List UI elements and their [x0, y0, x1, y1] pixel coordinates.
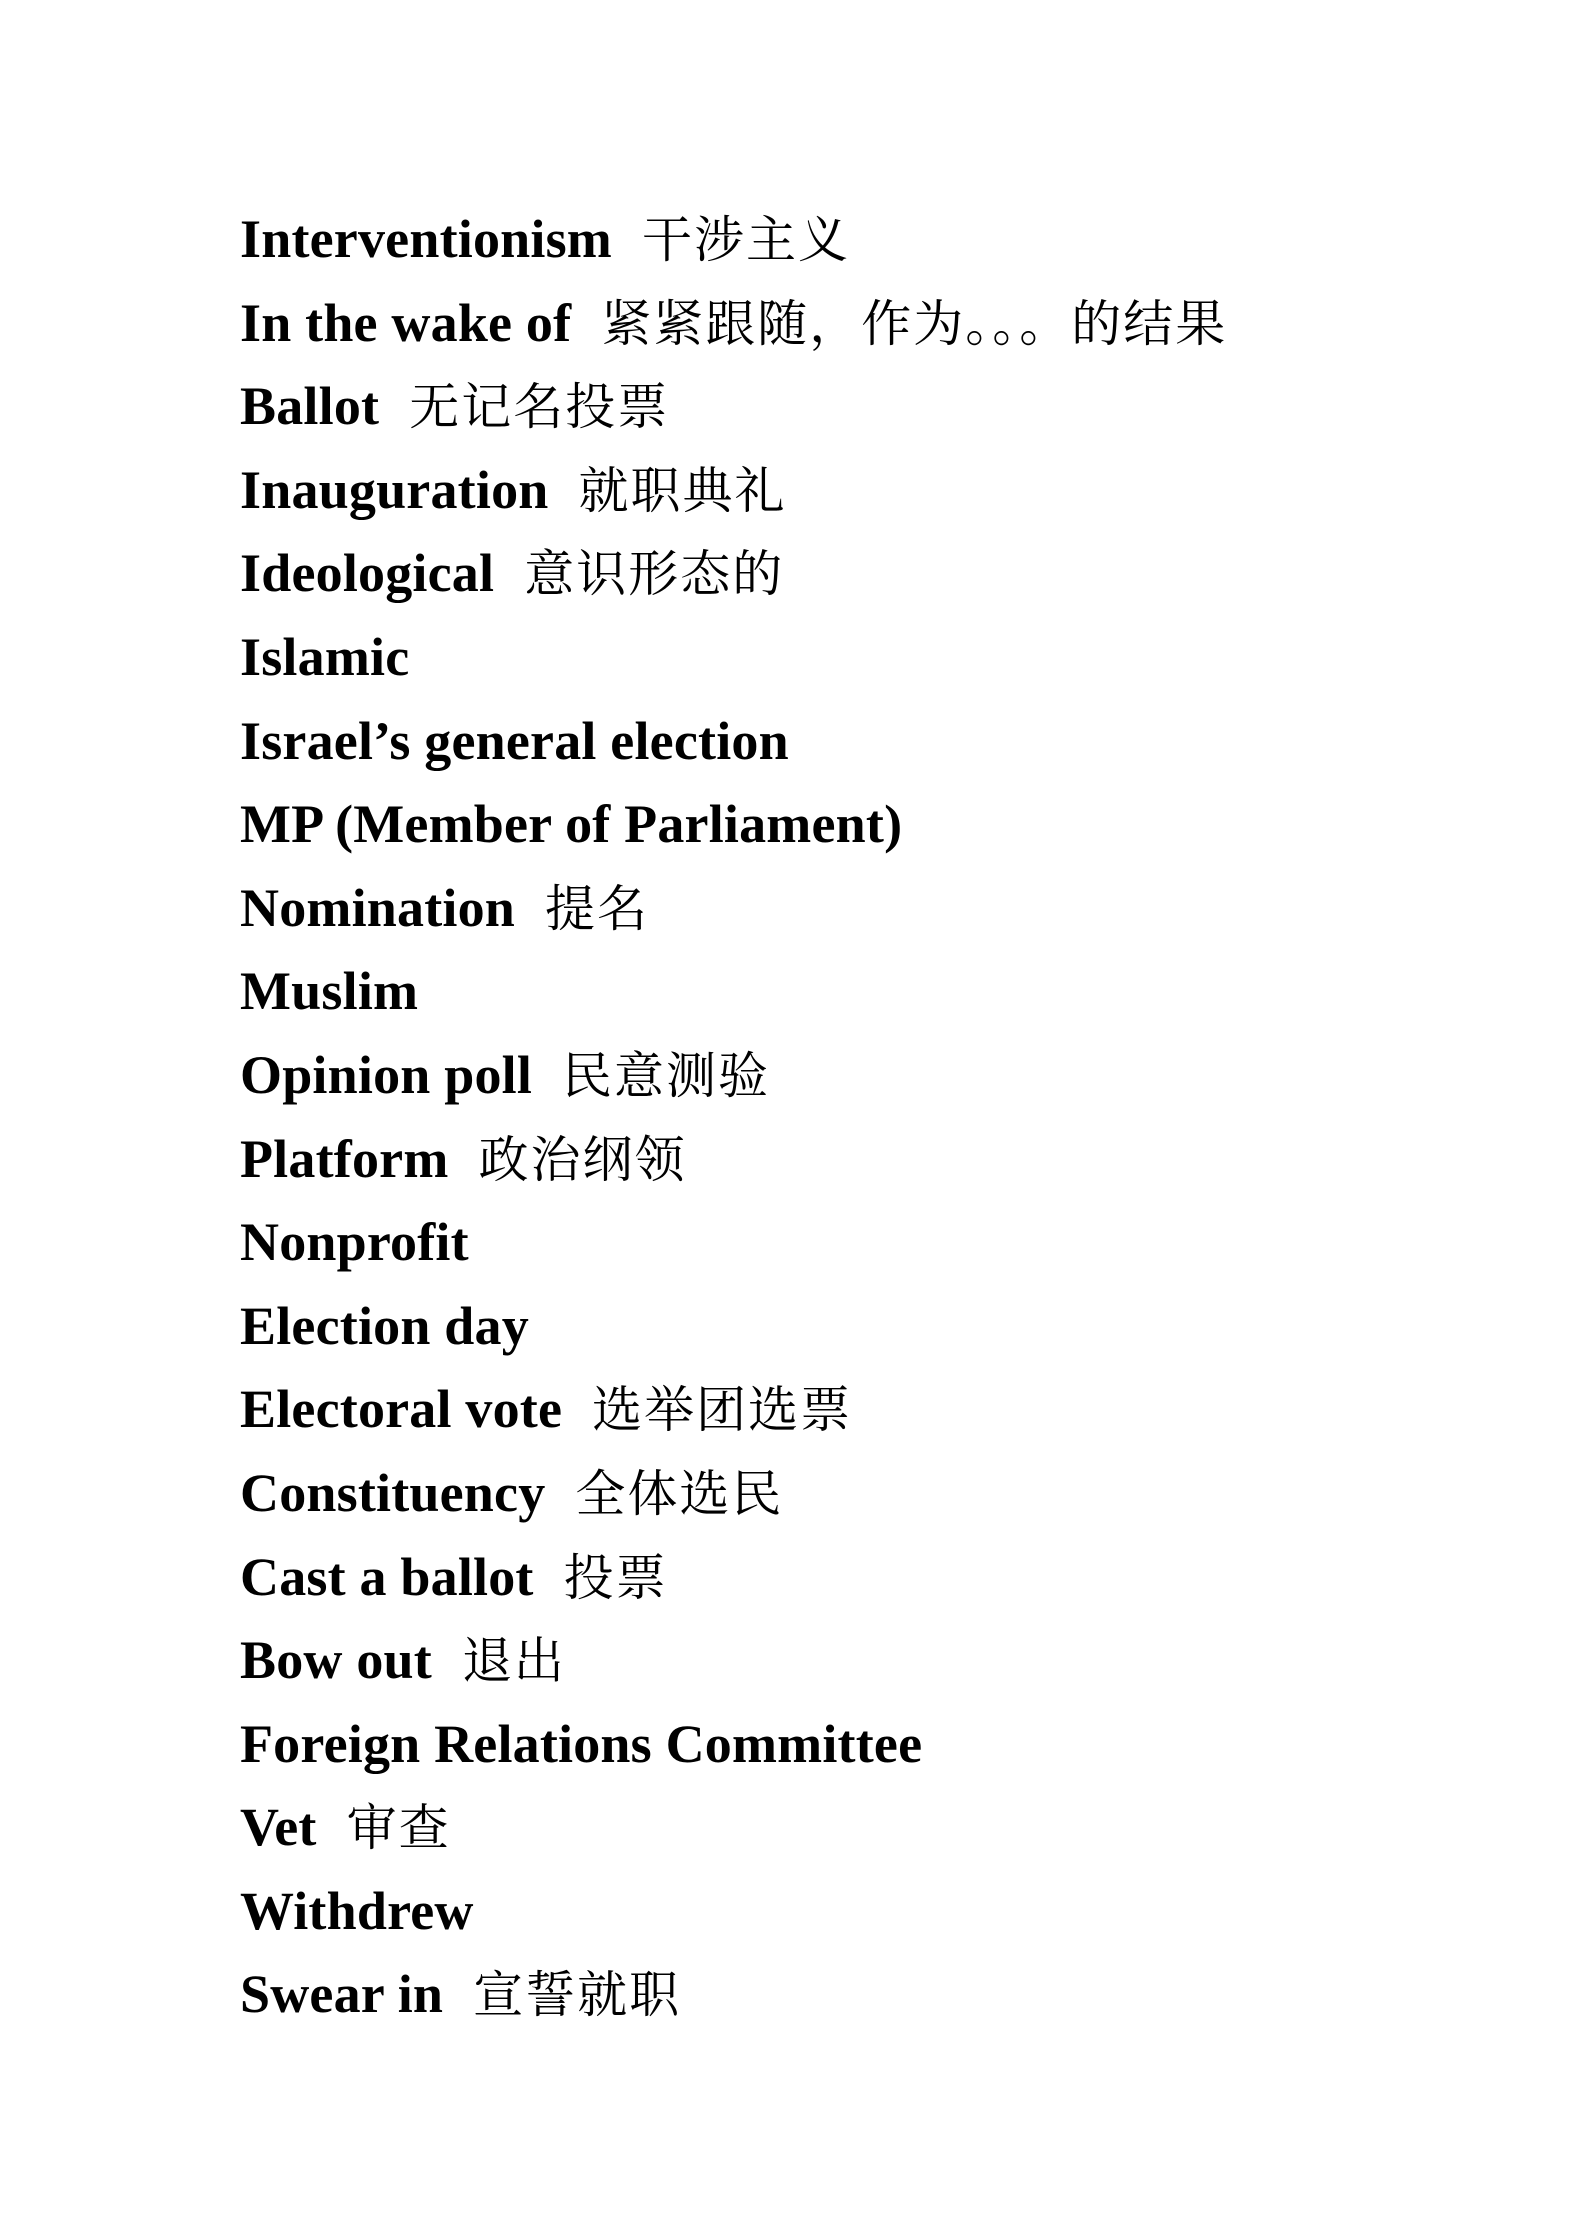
vocab-term: Interventionism [240, 209, 612, 269]
vocab-term: Opinion poll [240, 1044, 533, 1105]
vocab-entry [240, 282, 1227, 366]
vocab-term: Ideological [240, 543, 495, 604]
vocab-term: Muslim [240, 961, 419, 1022]
vocab-entry [240, 1786, 1227, 1870]
vocab-entry [240, 1452, 1227, 1536]
vocab-entry [240, 1536, 1227, 1620]
vocab-meaning: 意识形态的 [524, 545, 785, 604]
vocab-entry [240, 1201, 1227, 1285]
vocab-term: Election day [240, 1295, 529, 1356]
vocab-entry [240, 1285, 1227, 1369]
vocab-entry [240, 1034, 1227, 1118]
vocab-term: Platform [240, 1128, 449, 1189]
vocab-term: Cast a ballot [240, 1546, 534, 1607]
vocab-meaning: 提名 [545, 879, 650, 938]
vocab-entry [240, 950, 1227, 1034]
vocab-meaning: 全体选民 [575, 1464, 784, 1523]
vocab-entry [240, 198, 1227, 282]
vocab-term: Nonprofit [240, 1212, 469, 1273]
vocab-term: Inauguration [240, 459, 549, 520]
vocab-meaning: 就职典礼 [578, 461, 787, 520]
vocab-entry [240, 783, 1227, 867]
vocab-term: Foreign Relations Committee [240, 1713, 923, 1774]
vocab-meaning: 退出 [461, 1632, 566, 1691]
vocab-entry [240, 1953, 1227, 2037]
vocab-term: MP (Member of Parliament) [240, 794, 903, 855]
vocab-term: Islamic [240, 626, 410, 687]
vocab-entry [240, 532, 1227, 616]
vocab-term: Electoral vote [240, 1379, 563, 1440]
vocab-meaning: 宣誓就职 [473, 1966, 682, 2025]
vocab-meaning: 无记名投票 [409, 378, 670, 437]
vocab-entry [240, 867, 1227, 951]
vocab-term: Israel’s general election [240, 710, 789, 771]
vocab-meaning: 投票 [563, 1548, 668, 1607]
vocabulary-list [240, 198, 1227, 2037]
vocab-term: Bow out [240, 1630, 432, 1691]
vocab-meaning: 选举团选票 [592, 1381, 853, 1440]
vocab-entry [240, 616, 1227, 700]
vocab-entry [240, 449, 1227, 533]
vocab-term: Nomination [240, 877, 516, 938]
vocab-entry [240, 1368, 1227, 1452]
vocab-term: Swear in [240, 1964, 444, 2025]
vocab-entry [240, 1870, 1227, 1954]
vocab-entry [240, 365, 1227, 449]
vocab-meaning: 干涉主义 [641, 211, 850, 269]
vocab-entry [240, 1118, 1227, 1202]
vocab-term: Withdrew [240, 1880, 474, 1941]
vocab-entry [240, 1703, 1227, 1787]
vocab-term: Ballot [240, 376, 380, 437]
vocab-entry [240, 700, 1227, 784]
vocab-meaning: 民意测验 [562, 1046, 771, 1105]
vocab-term: In the wake of [240, 292, 572, 353]
vocab-meaning: 审查 [346, 1799, 451, 1858]
vocab-term: Constituency [240, 1462, 546, 1523]
vocab-term: Vet [240, 1797, 317, 1858]
vocab-entry [240, 1619, 1227, 1703]
vocab-meaning: 政治纲领 [478, 1130, 687, 1189]
vocab-meaning: 紧紧跟随，作为。。。的结果 [601, 294, 1228, 353]
